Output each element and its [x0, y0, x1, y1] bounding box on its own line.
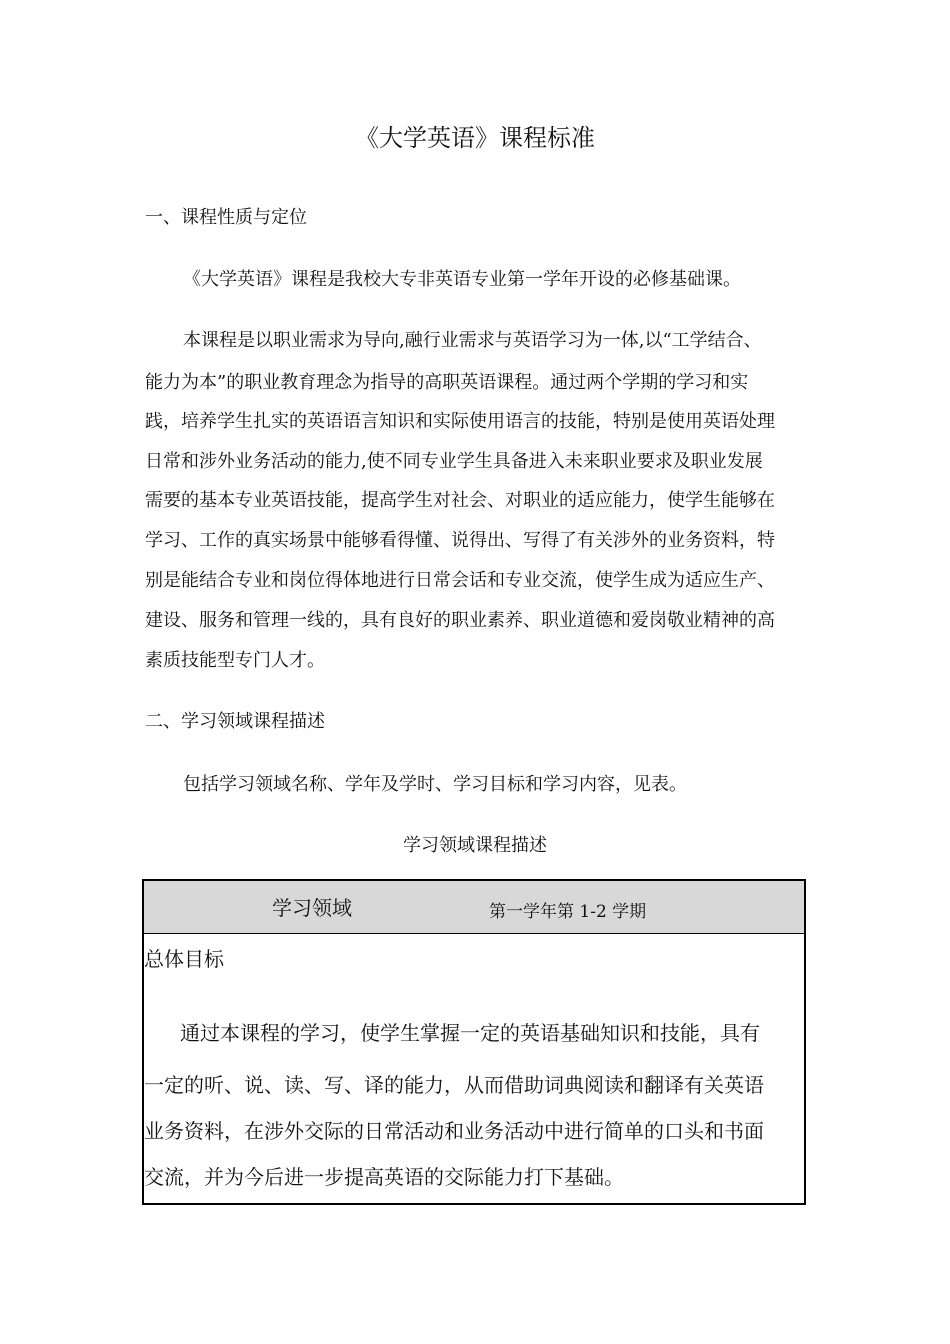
- paragraph-line: 日常和涉外业务活动的能力,使不同专业学生具备进入未来职业要求及职业发展: [145, 451, 763, 472]
- paragraph-line: 学习、工作的真实场景中能够看得懂、说得出、写得了有关涉外的业务资料，特: [145, 530, 775, 551]
- section-heading-course-nature: 一、课程性质与定位: [145, 207, 307, 228]
- goal-line: 业务资料，在涉外交际的日常活动和业务活动中进行简单的口头和书面: [144, 1119, 764, 1143]
- learning-domain-table: [142, 879, 806, 1205]
- document-title: 《大学英语》课程标准: [355, 124, 595, 152]
- goal-label: 总体目标: [144, 947, 224, 971]
- paragraph-table-intro: 包括学习领域名称、学年及学时、学习目标和学习内容，见表。: [183, 774, 687, 795]
- table-caption: 学习领域课程描述: [403, 835, 547, 856]
- paragraph-line: 能力为本”的职业教育理念为指导的高职英语课程。通过两个学期的学习和实: [145, 372, 749, 393]
- paragraph-line: 本课程是以职业需求为导向,融行业需求与英语学习为一体,以“工学结合、: [183, 330, 762, 351]
- goal-line: 一定的听、说、读、写、译的能力，从而借助词典阅读和翻译有关英语: [144, 1073, 764, 1097]
- paragraph-line: 建设、服务和管理一线的，具有良好的职业素养、职业道德和爱岗敬业精神的高: [145, 610, 775, 631]
- goal-line: 交流，并为今后进一步提高英语的交际能力打下基础。: [144, 1165, 624, 1189]
- paragraph-line: 需要的基本专业英语技能，提高学生对社会、对职业的适应能力，使学生能够在: [145, 490, 775, 511]
- section-heading-learning-domain: 二、学习领域课程描述: [145, 711, 325, 732]
- paragraph-line: 别是能结合专业和岗位得体地进行日常会话和专业交流，使学生成为适应生产、: [145, 570, 775, 591]
- table-header-row: [144, 881, 804, 934]
- goal-line: 通过本课程的学习，使学生掌握一定的英语基础知识和技能，具有: [180, 1021, 760, 1045]
- table-header-domain: 学习领域: [272, 896, 352, 920]
- paragraph-line: 践，培养学生扎实的英语语言知识和实际使用语言的技能，特别是使用英语处理: [145, 411, 775, 432]
- paragraph-line: 素质技能型专门人才。: [145, 650, 325, 671]
- table-header-term: 第一学年第 1-2 学期: [489, 902, 647, 922]
- paragraph-course-intro: 《大学英语》课程是我校大专非英语专业第一学年开设的必修基础课。: [183, 269, 741, 290]
